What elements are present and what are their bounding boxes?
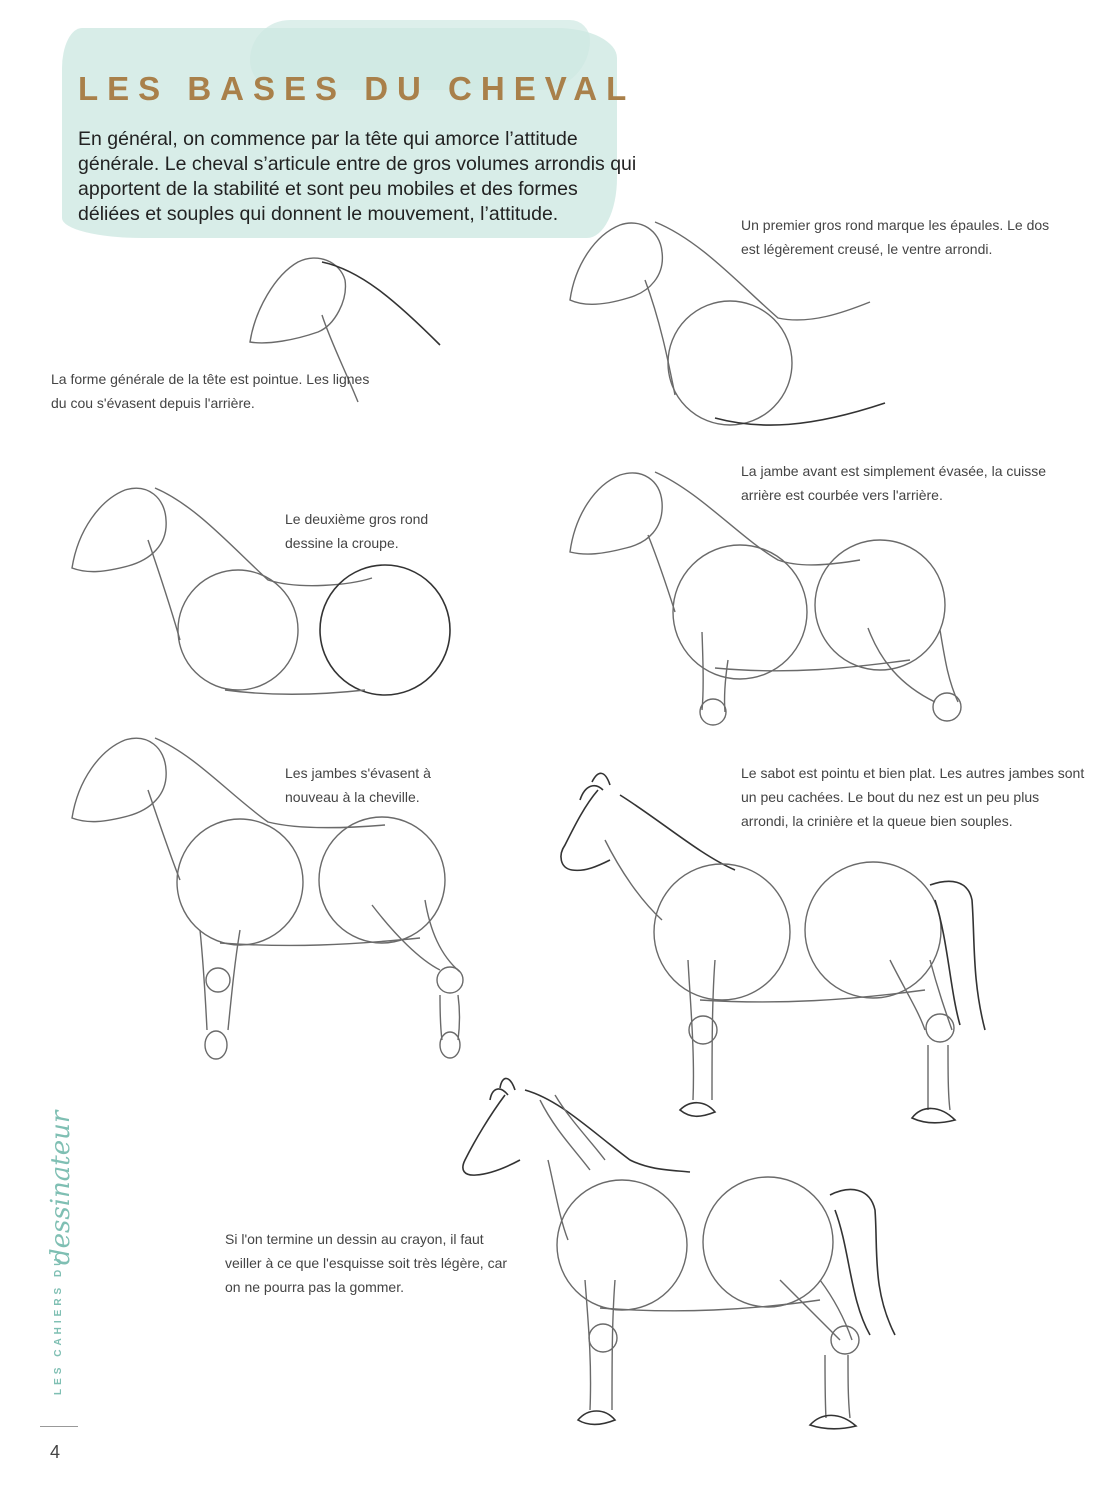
- caption-step-6: Le sabot est pointu et bien plat. Les autres jambes sont un peu cachées. Le bout du nez est un peu plus arrondi, la crinière et la queue bien souples.: [741, 765, 1085, 829]
- caption-step-4: La jambe avant est simplement évasée, la cuisse arrière est courbée vers l'arrière.: [741, 463, 1047, 503]
- sidebar-brand-script: dessinateur: [46, 1110, 76, 1265]
- page-title: LES BASES DU CHEVAL: [78, 70, 636, 107]
- sidebar-brand-small: LES CAHIERS DU: [53, 1254, 64, 1395]
- caption-step-7: Si l'on termine un dessin au crayon, il faut veiller à ce que l'esquisse soit très légère, car on ne pourra pas la gommer.: [225, 1231, 508, 1295]
- page-number: 4: [50, 1442, 61, 1462]
- caption-step-2: Un premier gros rond marque les épaules. Le dos est légèrement creusé, le ventre arrondi.: [741, 217, 1050, 257]
- caption-step-3: Le deuxième gros rond dessine la croupe.: [285, 511, 429, 551]
- caption-step-5: Les jambes s'évasent à nouveau à la cheville.: [285, 765, 431, 805]
- sketch-step-7: [463, 1078, 895, 1428]
- intro-paragraph: En général, on commence par la tête qui amorce l’attitude générale. Le cheval s’articule entre de gros volumes arrondis qui apportent de la stabilité et sont peu mobiles et des formes déliées et souples qui donnent le mouvement, l’attitude.: [78, 128, 637, 225]
- caption-step-1: La forme générale de la tête est pointue. Les lignes du cou s'évasent depuis l'arrière.: [51, 371, 370, 411]
- sketch-step-4: [570, 472, 961, 725]
- footer-rule: [40, 1426, 78, 1427]
